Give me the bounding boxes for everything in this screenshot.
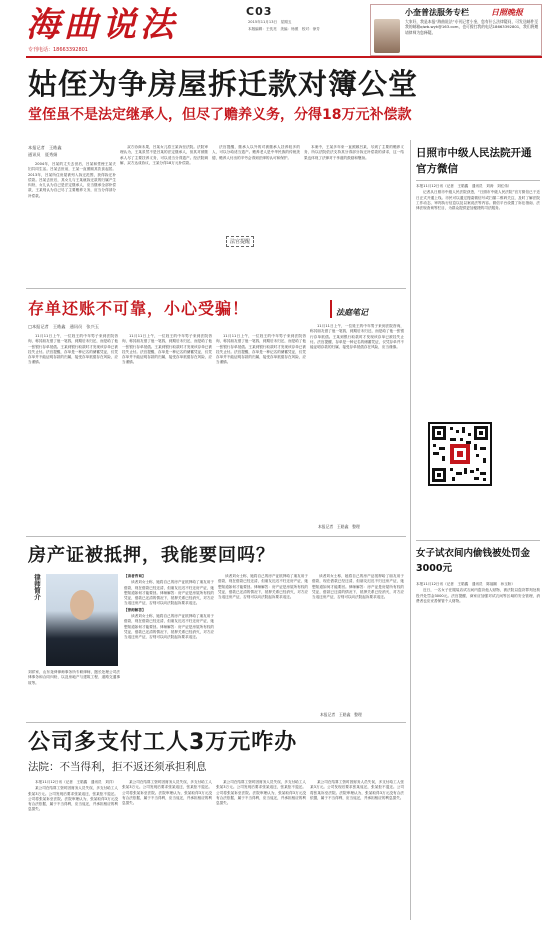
article2-paragraph: 11月11日上午，一位姓王的中年男子来到法院咨询，称其朋友借了他一笔钱，到期后未归还，而是给了他一张银行存单抵债。王某到银行取款时才发现该存单已被挂失止付。法官提醒，存单是一种记名的储蓄凭证，仅凭存单并不能证明存款的归属，接受存单抵债存在风险，应当谨慎。 xyxy=(310,324,404,350)
sidebar-divider xyxy=(410,140,411,920)
article4-paragraph: 某公司在结算工资时因财务人员失误，多支付给工人张某3万元。公司发现后要求张某返还，张某拒不退还。公司将张某诉至法院。法院审理认为，张某取得3万元没有合法依据，属于不当得利，应当返还，并承担相应的利息损失。 xyxy=(122,780,212,806)
masthead-date: 2015年11月13日 星期五 xyxy=(248,20,292,24)
article2-bottom-rule xyxy=(26,536,406,537)
lawyer-label: 律师简介 xyxy=(33,574,41,600)
sidebar-news1-title: 日照市中级人民法院开通官方微信 xyxy=(416,147,532,175)
lead-stamp: 法官提醒 xyxy=(226,236,254,247)
qr-code-graphic xyxy=(430,424,490,484)
article4-headline: 公司多支付工人3万元咋办 xyxy=(28,730,298,755)
article4-byline: 本报11月12日讯（记者 王皓鑫 通讯员 刘洋） xyxy=(35,780,117,784)
article2-col-3 xyxy=(216,334,306,532)
article4-paragraph: 某公司在结算工资时因财务人员失误，多支付给工人张某3万元。公司发现后要求张某返还，张某拒不退还。公司将张某诉至法院。法院审理认为，张某取得3万元没有合法依据，属于不当得利，应当返还，并承担相应的利息损失。 xyxy=(216,780,306,806)
sidebar-news2-title: 女子试衣间内偷钱被处罚金3000元 xyxy=(416,548,531,574)
article2-headline: 存单还账不可靠，小心受骗！ xyxy=(28,299,250,318)
lead-paragraph: 法官提醒，继承人以外的对被继承人扶养较多的人，可以分给适当遗产。赡养老人是中华民族的传统美德，赡养人付出的辛劳会得到法律的认可和保护。 xyxy=(212,145,300,160)
lead-byline-2: 通讯员 聂秀娟 xyxy=(28,152,58,157)
column-text: 大家好，我是本报“海曲说法”专刊记者小奎，您有什么法律疑问，可发送邮件至我的邮箱qiwb-wyk@163.com，也可拨打我的电话18663392801，我们将邀请律师为您释疑。 xyxy=(405,19,539,35)
sidebar-news1-body xyxy=(416,184,540,410)
article3-bottom-rule xyxy=(26,722,406,723)
paper-logo: 日照晚报 xyxy=(491,8,523,17)
lead-subhead: 堂侄虽不是法定继承人，但尽了赡养义务，分得18万元补偿款 xyxy=(28,107,412,123)
article2-column-tag xyxy=(330,300,404,318)
masthead-editors: 本版编辑：王忱亮 美编：杨照 校对：徐芳 xyxy=(248,27,320,31)
logo-text: 海曲说法 xyxy=(26,5,178,45)
reporter-avatar xyxy=(374,19,400,53)
lead-paragraph: 双方协商未果，吕某女儿将王某诉至法院。法院审理认为，王某虽然不是吕某的法定继承人，但其对被继承人尽了主要扶养义务，可以适当分得遗产。经法院调解，双方达成协议，王某分得18万元补偿款。 xyxy=(120,145,208,165)
article4-col-4 xyxy=(310,780,404,922)
article2-paragraph: 11月11日上午，一位姓王的中年男子来到法院咨询，称其朋友借了他一笔钱，到期后未归还，而是给了他一张银行存单抵债。王某到银行取款时才发现该存单已被挂失止付。法官提醒，存单是一种记名的储蓄凭证，仅凭存单并不能证明存款的归属，接受存单抵债存在风险，应当谨慎。 xyxy=(28,334,118,365)
article2-paragraph: 11月11日上午，一位姓王的中年男子来到法院咨询，称其朋友借了他一笔钱，到期后未归还，而是给了他一张银行存单抵债。王某到银行取款时才发现该存单已被挂失止付。法官提醒，存单是一种记名的储蓄凭证，仅凭存单并不能证明存款的归属，接受存单抵债存在风险，应当谨慎。 xyxy=(216,334,306,365)
sidebar-news1-rule xyxy=(416,180,540,181)
column-title: 小奎普法服务专栏 xyxy=(405,8,469,17)
sidebar-news1-byline: 本报11月12日讯（记者 王皓鑫 通讯员 刘涛 刘红伟） xyxy=(416,184,512,188)
lead-paragraph: 2004年，吕某的丈夫去世后，吕某和堂侄王某夫妇共同生活。吕某去世前，王某一直照顾其饮食起居。2013年，吕某所住房屋被列入拆迁范围，获得拆迁补偿款。吕某去世后，其女儿与王某就拆迁款的归属产生纠纷，女儿认为自己是法定继承人，应当继承全部补偿款，王某则认为自己尽了主要赡养义务，应当分得部分补偿款。 xyxy=(28,162,116,198)
article3-headline: 房产证被抵押，我能要回吗？ xyxy=(28,545,275,566)
article4-col-1 xyxy=(28,780,118,922)
sidebar-news2-text: 近日，一名女子在服装店试衣间内盗窃他人财物，被法院以盗窃罪判处拘役并处罚金3000元。法官提醒，商家应加强对试衣间等区域的安全管理，消费者也应妥善保管个人财物。 xyxy=(416,588,540,603)
lead-headline: 姑侄为争房屋拆迁款对簿公堂 xyxy=(28,67,419,101)
page-number: C03 xyxy=(246,5,273,18)
article2-byline-end: 本报记者 王皓鑫 整理 xyxy=(318,524,360,529)
sidebar-news2-body xyxy=(416,582,540,922)
article4-col-2 xyxy=(122,780,212,922)
lead-col-2 xyxy=(120,145,208,282)
sidebar-news2-byline: 本报11月12日讯（记者 王皓鑫 通讯员 陈福顺 孙玉娇） xyxy=(416,582,515,586)
column-tag-label: 法庭笔记 xyxy=(336,308,368,317)
lawyer-photo xyxy=(46,574,118,666)
lead-col-1 xyxy=(28,162,116,282)
article3-byline-end: 本报记者 王皓鑫 整理 xyxy=(320,712,362,717)
lead-col-4 xyxy=(304,145,404,282)
column-box xyxy=(370,4,542,56)
masthead-logo xyxy=(26,6,236,44)
masthead-rule xyxy=(26,56,542,58)
lead-byline-1: 本报记者 王皓鑫 xyxy=(28,145,62,150)
article2-col-1 xyxy=(28,334,118,532)
lead-paragraph: 本案中，王某多年来一直照顾吕某，尽到了主要的赡养义务，所以法院依法支持其分得部分拆迁补偿款的请求，这一结果也体现了法律对于孝道的鼓励和褒扬。 xyxy=(304,145,404,160)
article3-col-3 xyxy=(312,574,404,714)
article4-paragraph: 某公司在结算工资时因财务人员失误，多支付给工人张某3万元。公司发现后要求张某返还，张某拒不退还。公司将张某诉至法院。法院审理认为，张某取得3万元没有合法依据，属于不当得利，应当返还，并承担相应的利息损失。 xyxy=(310,780,404,800)
sidebar-news1-text: 记者从日照市中级人民法院获悉，“日照市中级人民法院”官方微信已于近日正式开通上线。市民可以通过搜索微信号或扫描二维码关注，及时了解法院工作动态、审判执行信息以及以案说法等内容。微信平台设置了诉讼指南、法律法规查询等栏目，为群众提供更加便捷的司法服务。 xyxy=(416,190,540,211)
lead-bottom-rule xyxy=(26,288,406,289)
a-label: 【律师解答】 xyxy=(124,607,146,612)
article2-col-4 xyxy=(310,324,404,524)
article4-col-3 xyxy=(216,780,306,922)
sidebar-news2-top-rule xyxy=(416,540,540,541)
article3-paragraph: 读者刘女士称，她将自己的房产证抵押给了朋友用于借款，现在借款已经还清，但朋友迟迟不归还房产证，她想知道如何才能要回。律师解答：房产证是房屋所有权的凭证，借款已还清的情况下，抵押关系已经消灭，对方应当返还房产证，否则可以向法院起诉要求返还。 xyxy=(312,574,404,600)
masthead-hotline: 专刊电话：18663392801 xyxy=(28,47,88,53)
article2-paragraph: 11月11日上午，一位姓王的中年男子来到法院咨询，称其朋友借了他一笔钱，到期后未归还，而是给了他一张银行存单抵债。王某到银行取款时才发现该存单已被挂失止付。法官提醒，存单是一种记名的储蓄凭证，仅凭存单并不能证明存款的归属，接受存单抵债存在风险，应当谨慎。 xyxy=(122,334,212,365)
lawyer-photo-face xyxy=(70,590,94,620)
article3-paragraph: 读者刘女士称，她将自己的房产证抵押给了朋友用于借款，现在借款已经还清，但朋友迟迟不归还房产证，她想知道如何才能要回。律师解答：房产证是房屋所有权的凭证，借款已还清的情况下，抵押关系已经消灭，对方应当返还房产证，否则可以向法院起诉要求返还。 xyxy=(218,574,308,600)
article3-col-1 xyxy=(124,574,214,720)
qr-code xyxy=(428,422,492,486)
lead-col-3 xyxy=(212,145,300,282)
q-label: 【读者咨询】 xyxy=(124,574,146,578)
article3-col-2 xyxy=(218,574,308,720)
article3-paragraph: 读者刘女士称，她将自己的房产证抵押给了朋友用于借款，现在借款已经还清，但朋友迟迟不归还房产证，她想知道如何才能要回。律师解答：房产证是房屋所有权的凭证，借款已还清的情况下，抵押关系已经消灭，对方应当返还房产证，否则可以向法院起诉要求返还。 xyxy=(124,580,214,606)
lawyer-bio xyxy=(28,670,120,720)
article4-subhead: 法院：不当得利，拒不返还须承担利息 xyxy=(28,761,207,773)
article3-paragraph: 读者刘女士称，她将自己的房产证抵押给了朋友用于借款，现在借款已经还清，但朋友迟迟不归还房产证，她想知道如何才能要回。律师解答：房产证是房屋所有权的凭证，借款已还清的情况下，抵押关系已经消灭，对方应当返还房产证，否则可以向法院起诉要求返还。 xyxy=(124,614,214,640)
lawyer-bio-text: 刘祥家，山东尧舜律师事务所专职律师，擅长处理公司法律事务和合同纠纷，以及房地产与建筑工程、道路交通事故等。 xyxy=(28,670,120,685)
article2-col-2 xyxy=(122,334,212,532)
article2-byline: □本报记者 王皓鑫 通讯员 张兴玉 xyxy=(28,324,99,329)
article4-paragraph: 某公司在结算工资时因财务人员失误，多支付给工人张某3万元。公司发现后要求张某返还，张某拒不退还。公司将张某诉至法院。法院审理认为，张某取得3万元没有合法依据，属于不当得利，应当返还，并承担相应的利息损失。 xyxy=(28,786,118,812)
